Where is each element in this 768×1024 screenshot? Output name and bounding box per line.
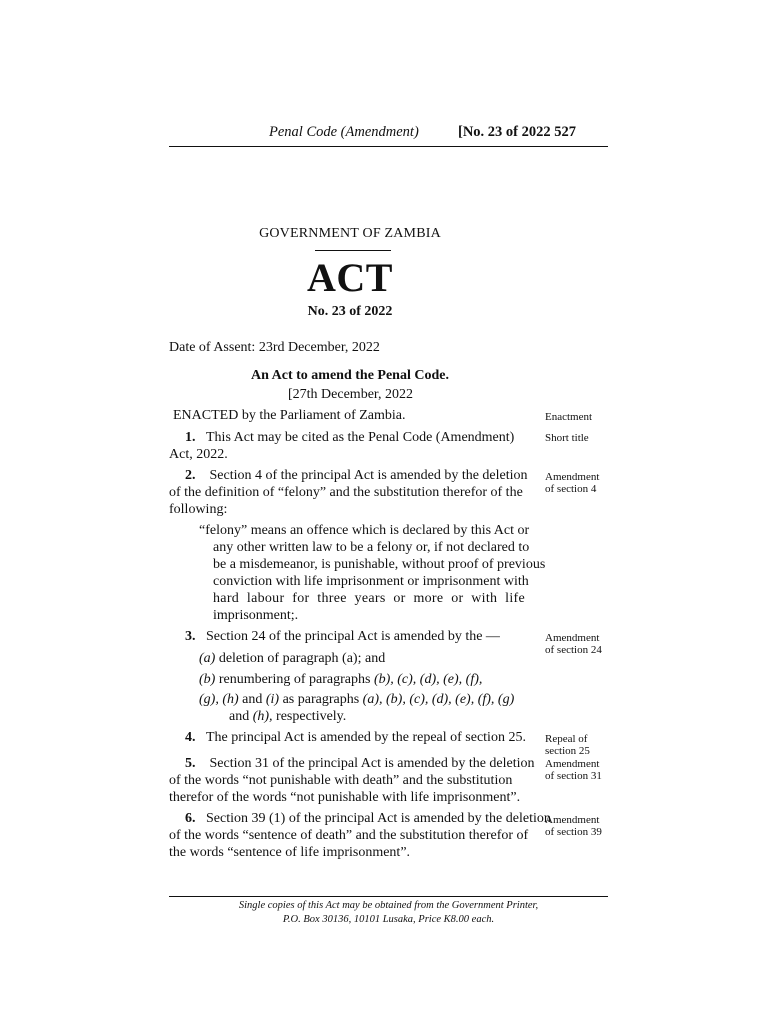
paragraph-a bbox=[199, 650, 385, 667]
margin-note-line: Repeal of bbox=[545, 733, 588, 745]
section-text: The principal Act is amended by the repeal of section 25. bbox=[206, 730, 526, 745]
date-of-assent: Date of Assent: 23rd December, 2022 bbox=[169, 340, 380, 355]
margin-note-line: section 25 bbox=[545, 745, 590, 757]
section-5-line-3: therefor of the words “not punishable with life imprisonment”. bbox=[169, 790, 521, 805]
section-number: 1. bbox=[185, 430, 196, 445]
margin-note-repeal-section-25 bbox=[545, 733, 615, 757]
paragraph-text: and bbox=[229, 709, 253, 724]
paragraph-refs: (h), bbox=[252, 709, 273, 724]
section-5 bbox=[185, 755, 535, 772]
heading-divider bbox=[315, 250, 391, 251]
margin-note-enactment: Enactment bbox=[545, 411, 593, 423]
margin-note-section-24 bbox=[545, 632, 615, 656]
paragraph-refs: (a), (b), (c), (d), (e), (f), (g) bbox=[362, 692, 515, 707]
paragraph-text: respectively. bbox=[272, 709, 347, 724]
paragraph-label: (b) bbox=[199, 672, 216, 687]
long-title: An Act to amend the Penal Code. bbox=[251, 368, 449, 383]
section-6-line-2: of the words “sentence of death” and the substitution therefor of bbox=[169, 828, 529, 843]
margin-note-line: of section 24 bbox=[545, 644, 602, 656]
section-4 bbox=[185, 729, 526, 746]
felony-definition-line-4: conviction with life imprisonment or imprisonment with bbox=[213, 574, 529, 589]
section-number: 3. bbox=[185, 629, 196, 644]
footer-rule bbox=[169, 896, 608, 897]
paragraph-text: as paragraphs bbox=[279, 692, 363, 707]
act-number: No. 23 of 2022 bbox=[307, 304, 393, 319]
section-text: Section 31 of the principal Act is amended by the deletion bbox=[209, 756, 535, 771]
margin-note-short-title: Short title bbox=[545, 432, 589, 444]
paragraph-b-line-2 bbox=[199, 691, 514, 708]
commencement-date: [27th December, 2022 bbox=[288, 387, 414, 402]
paragraph-text: renumbering of paragraphs bbox=[215, 672, 374, 687]
running-header-title: Penal Code (Amendment) bbox=[269, 124, 419, 140]
footer-note bbox=[169, 899, 608, 927]
margin-note-line: of section 39 bbox=[545, 826, 602, 838]
section-1 bbox=[185, 429, 514, 446]
paragraph-label: (a) bbox=[199, 651, 216, 666]
section-number: 5. bbox=[185, 756, 196, 771]
margin-note-section-4 bbox=[545, 471, 615, 495]
section-5-line-2: of the words “not punishable with death” and the substitution bbox=[169, 773, 513, 788]
section-2-line-3: following: bbox=[169, 502, 228, 517]
section-2-line-2: of the definition of “felony” and the substitution therefor of the bbox=[169, 485, 523, 500]
margin-note-line: of section 4 bbox=[545, 483, 597, 495]
section-1-line-2: Act, 2022. bbox=[169, 447, 228, 462]
felony-definition-line-3: be a misdemeanor, is punishable, without proof of previous bbox=[213, 557, 546, 572]
paragraph-refs: (b), (c), (d), (e), (f), bbox=[373, 672, 483, 687]
paragraph-text: deletion of paragraph (a); and bbox=[215, 651, 386, 666]
section-text: Section 24 of the principal Act is amended by the — bbox=[206, 629, 500, 644]
margin-note-line: of section 31 bbox=[545, 770, 602, 782]
section-number: 2. bbox=[185, 468, 196, 483]
margin-note-line: Amendment bbox=[545, 632, 600, 644]
footer-line: P.O. Box 30136, 10101 Lusaka, Price K8.00 each. bbox=[282, 914, 495, 925]
section-6-line-3: the words “sentence of life imprisonment”. bbox=[169, 845, 411, 860]
margin-note-section-31 bbox=[545, 758, 615, 782]
section-3 bbox=[185, 628, 500, 645]
paragraph-refs: (g), (h) bbox=[199, 692, 239, 707]
margin-note-line: Amendment bbox=[545, 758, 600, 770]
header-rule bbox=[169, 146, 608, 147]
running-header-number: [No. 23 of 2022 527 bbox=[458, 124, 577, 140]
felony-definition-line-6: imprisonment;. bbox=[213, 608, 299, 623]
paragraph-b-line-3 bbox=[229, 708, 346, 725]
paragraph-text: and bbox=[238, 692, 266, 707]
section-text: Section 39 (1) of the principal Act is amended by the deletion bbox=[206, 811, 551, 826]
footer-line: Single copies of this Act may be obtained from the Government Printer, bbox=[238, 900, 539, 911]
section-number: 4. bbox=[185, 730, 196, 745]
paragraph-refs: (i) bbox=[265, 692, 280, 707]
margin-note-section-39 bbox=[545, 814, 615, 838]
felony-definition-line-2: any other written law to be a felony or, if not declared to bbox=[213, 540, 530, 555]
margin-note-line: Amendment bbox=[545, 471, 600, 483]
enactment-clause: ENACTED by the Parliament of Zambia. bbox=[173, 408, 406, 423]
section-number: 6. bbox=[185, 811, 196, 826]
paragraph-b bbox=[199, 671, 482, 688]
section-2 bbox=[185, 467, 528, 484]
section-text: This Act may be cited as the Penal Code (Amendment) bbox=[206, 430, 515, 445]
felony-definition-line-5: hard labour for three years or more or with life bbox=[213, 591, 526, 606]
section-6 bbox=[185, 810, 551, 827]
felony-definition-line-1: “felony” means an offence which is declared by this Act or bbox=[199, 523, 530, 538]
act-title: ACT bbox=[307, 255, 393, 300]
section-text: Section 4 of the principal Act is amended by the deletion bbox=[209, 468, 528, 483]
margin-note-line: Amendment bbox=[545, 814, 600, 826]
government-heading: GOVERNMENT OF ZAMBIA bbox=[259, 226, 441, 241]
